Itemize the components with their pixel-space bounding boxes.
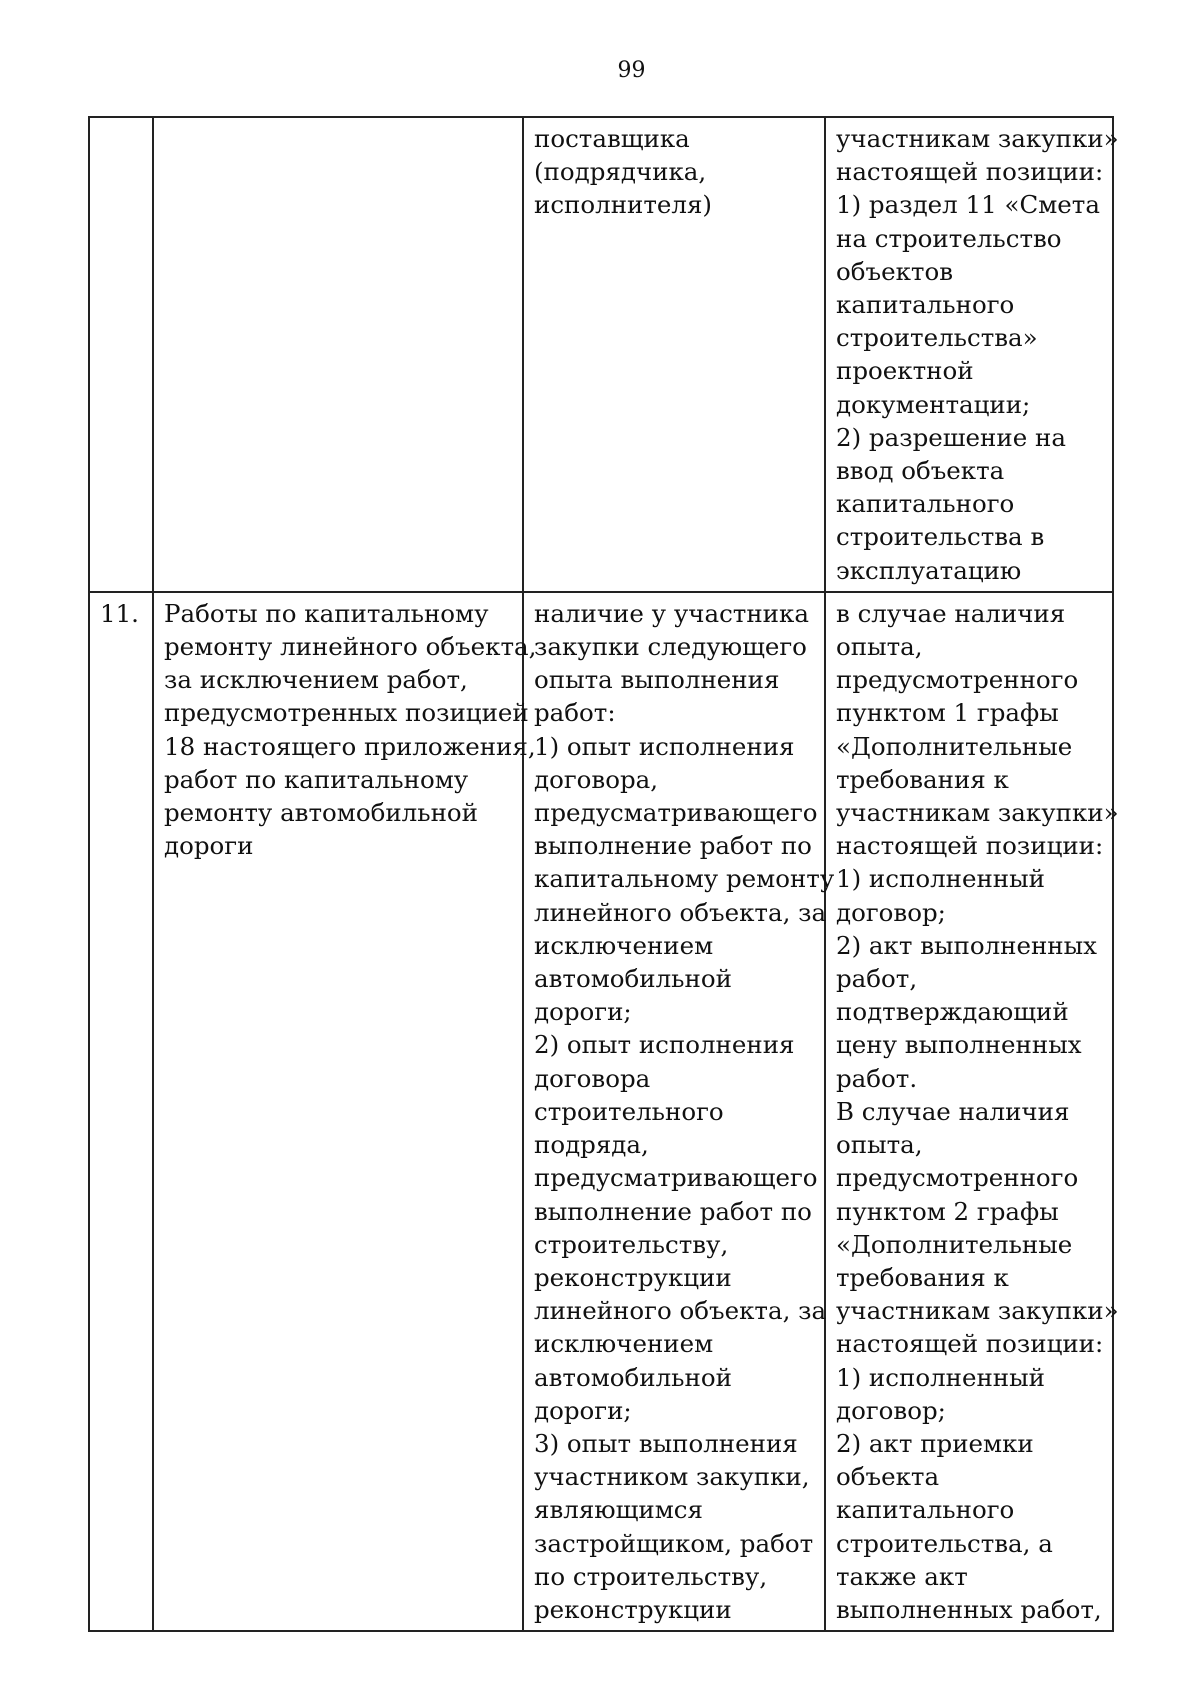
cell-text-line: требования к — [836, 1262, 1009, 1292]
cell-text-line: также акт — [836, 1561, 968, 1591]
cell-text-line: подряда, — [534, 1130, 649, 1160]
cell-text-line: дороги; — [534, 1395, 632, 1425]
cell-text-line: работ: — [534, 698, 616, 728]
cell-text-line: эксплуатацию — [836, 555, 1022, 585]
cell-text-line: исполнителя) — [534, 190, 712, 220]
cell-text-line: в случае наличия — [836, 598, 1066, 628]
cell-text-line: капитальному ремонту — [534, 864, 835, 894]
cell-text-line: предусматривающего — [534, 1163, 818, 1193]
cell-text-line: строительству, — [534, 1229, 729, 1259]
documents-cell — [825, 592, 1119, 1631]
cell-text-line: выполненных работ, — [836, 1594, 1102, 1624]
cell-text-line: исключением — [534, 930, 714, 960]
cell-text-line: автомобильной — [534, 1362, 732, 1392]
cell-text-line: 2) опыт исполнения — [534, 1030, 795, 1060]
row-number-cell — [89, 117, 153, 592]
cell-text-line: строительства в — [836, 522, 1045, 552]
requirements-cell — [523, 117, 825, 592]
cell-text-line: настоящей позиции: — [836, 1329, 1104, 1359]
cell-text-line: 1) опыт исполнения — [534, 731, 795, 761]
cell-text-line: предусмотренного — [836, 665, 1079, 695]
table-row — [89, 117, 1113, 592]
cell-text-line: 1) раздел 11 «Смета — [836, 190, 1100, 220]
cell-text-line: 18 настоящего приложения, — [164, 731, 536, 761]
cell-text-line: выполнение работ по — [534, 831, 812, 861]
cell-text-line: дороги — [164, 831, 254, 861]
cell-text-line: ввод объекта — [836, 456, 1005, 486]
cell-text-line: настоящей позиции: — [836, 157, 1104, 187]
cell-text-line: дороги; — [534, 997, 632, 1027]
cell-text-line: ремонту линейного объекта, — [164, 632, 537, 662]
cell-text-line: участникам закупки» — [836, 798, 1119, 828]
cell-text-line: строительства» — [836, 323, 1038, 353]
work-name-cell — [153, 117, 523, 592]
cell-text-line: участником закупки, — [534, 1462, 810, 1492]
cell-text-line: капитального — [836, 489, 1015, 519]
cell-text-line: исключением — [534, 1329, 714, 1359]
documents-cell — [825, 117, 1119, 592]
work-name-cell — [153, 592, 537, 1631]
cell-text-line: линейного объекта, за — [534, 1296, 827, 1326]
cell-text-line: выполнение работ по — [534, 1196, 812, 1226]
cell-text-line: проектной — [836, 356, 974, 386]
cell-text-line: автомобильной — [534, 964, 732, 994]
cell-text-line: «Дополнительные — [836, 1229, 1073, 1259]
cell-text-line: линейного объекта, за — [534, 897, 827, 927]
row-number-cell — [89, 592, 153, 1631]
cell-text-line: реконструкции — [534, 1594, 732, 1624]
requirements-table — [88, 116, 1119, 1632]
cell-text-line: предусматривающего — [534, 798, 818, 828]
cell-text-line: работ по капитальному — [164, 764, 469, 794]
cell-text-line: за исключением работ, — [164, 665, 468, 695]
cell-text-line: пунктом 2 графы — [836, 1196, 1059, 1226]
cell-text-line: 2) разрешение на — [836, 422, 1066, 452]
cell-text-line: 3) опыт выполнения — [534, 1428, 798, 1458]
cell-text-line: настоящей позиции: — [836, 831, 1104, 861]
table-row — [89, 592, 1113, 1631]
cell-text-line: цену выполненных — [836, 1030, 1082, 1060]
cell-text-line: документации; — [836, 389, 1031, 419]
cell-text-line: объекта — [836, 1462, 940, 1492]
cell-text-line: наличие у участника — [534, 598, 809, 628]
cell-text-line: застройщиком, работ — [534, 1528, 814, 1558]
cell-text-line: капитального — [836, 290, 1015, 320]
cell-text-line: участникам закупки» — [836, 124, 1119, 153]
cell-text-line: опыта выполнения — [534, 665, 780, 695]
cell-text-line: договора, — [534, 764, 659, 794]
cell-text-line: договора — [534, 1063, 651, 1093]
cell-text-line: поставщика — [534, 124, 690, 153]
requirements-cell — [523, 592, 835, 1631]
cell-text-line: являющимся — [534, 1495, 703, 1525]
row-number: 11. — [100, 598, 139, 628]
cell-text-line: ремонту автомобильной — [164, 798, 478, 828]
cell-text-line: В случае наличия — [836, 1096, 1070, 1126]
cell-text-line: подтверждающий — [836, 997, 1069, 1027]
cell-text-line: 1) исполненный — [836, 1362, 1045, 1392]
cell-text-line: на строительство — [836, 223, 1062, 253]
cell-text-line: (подрядчика, — [534, 157, 707, 187]
cell-text-line: реконструкции — [534, 1262, 732, 1292]
cell-text-line: строительства, а — [836, 1528, 1053, 1558]
cell-text-line: строительного — [534, 1096, 724, 1126]
cell-text-line: предусмотренного — [836, 1163, 1079, 1193]
cell-text-line: участникам закупки» — [836, 1296, 1119, 1326]
cell-text-line: работ. — [836, 1063, 918, 1093]
cell-text-line: 2) акт выполненных — [836, 930, 1097, 960]
cell-text-line: 2) акт приемки — [836, 1428, 1034, 1458]
cell-text-line: опыта, — [836, 632, 923, 662]
cell-text-line: договор; — [836, 897, 946, 927]
cell-text-line: «Дополнительные — [836, 731, 1073, 761]
cell-text-line: объектов — [836, 256, 953, 286]
cell-text-line: по строительству, — [534, 1561, 768, 1591]
cell-text-line: 1) исполненный — [836, 864, 1045, 894]
cell-text-line: требования к — [836, 764, 1009, 794]
cell-text-line: опыта, — [836, 1130, 923, 1160]
cell-text-line: Работы по капитальному — [164, 598, 489, 628]
cell-text-line: предусмотренных позицией — [164, 698, 529, 728]
cell-text-line: пунктом 1 графы — [836, 698, 1059, 728]
cell-text-line: договор; — [836, 1395, 946, 1425]
cell-text-line: работ, — [836, 964, 918, 994]
cell-text-line: закупки следующего — [534, 632, 807, 662]
page-number: 99 — [617, 58, 646, 83]
cell-text-line: капитального — [836, 1495, 1015, 1525]
